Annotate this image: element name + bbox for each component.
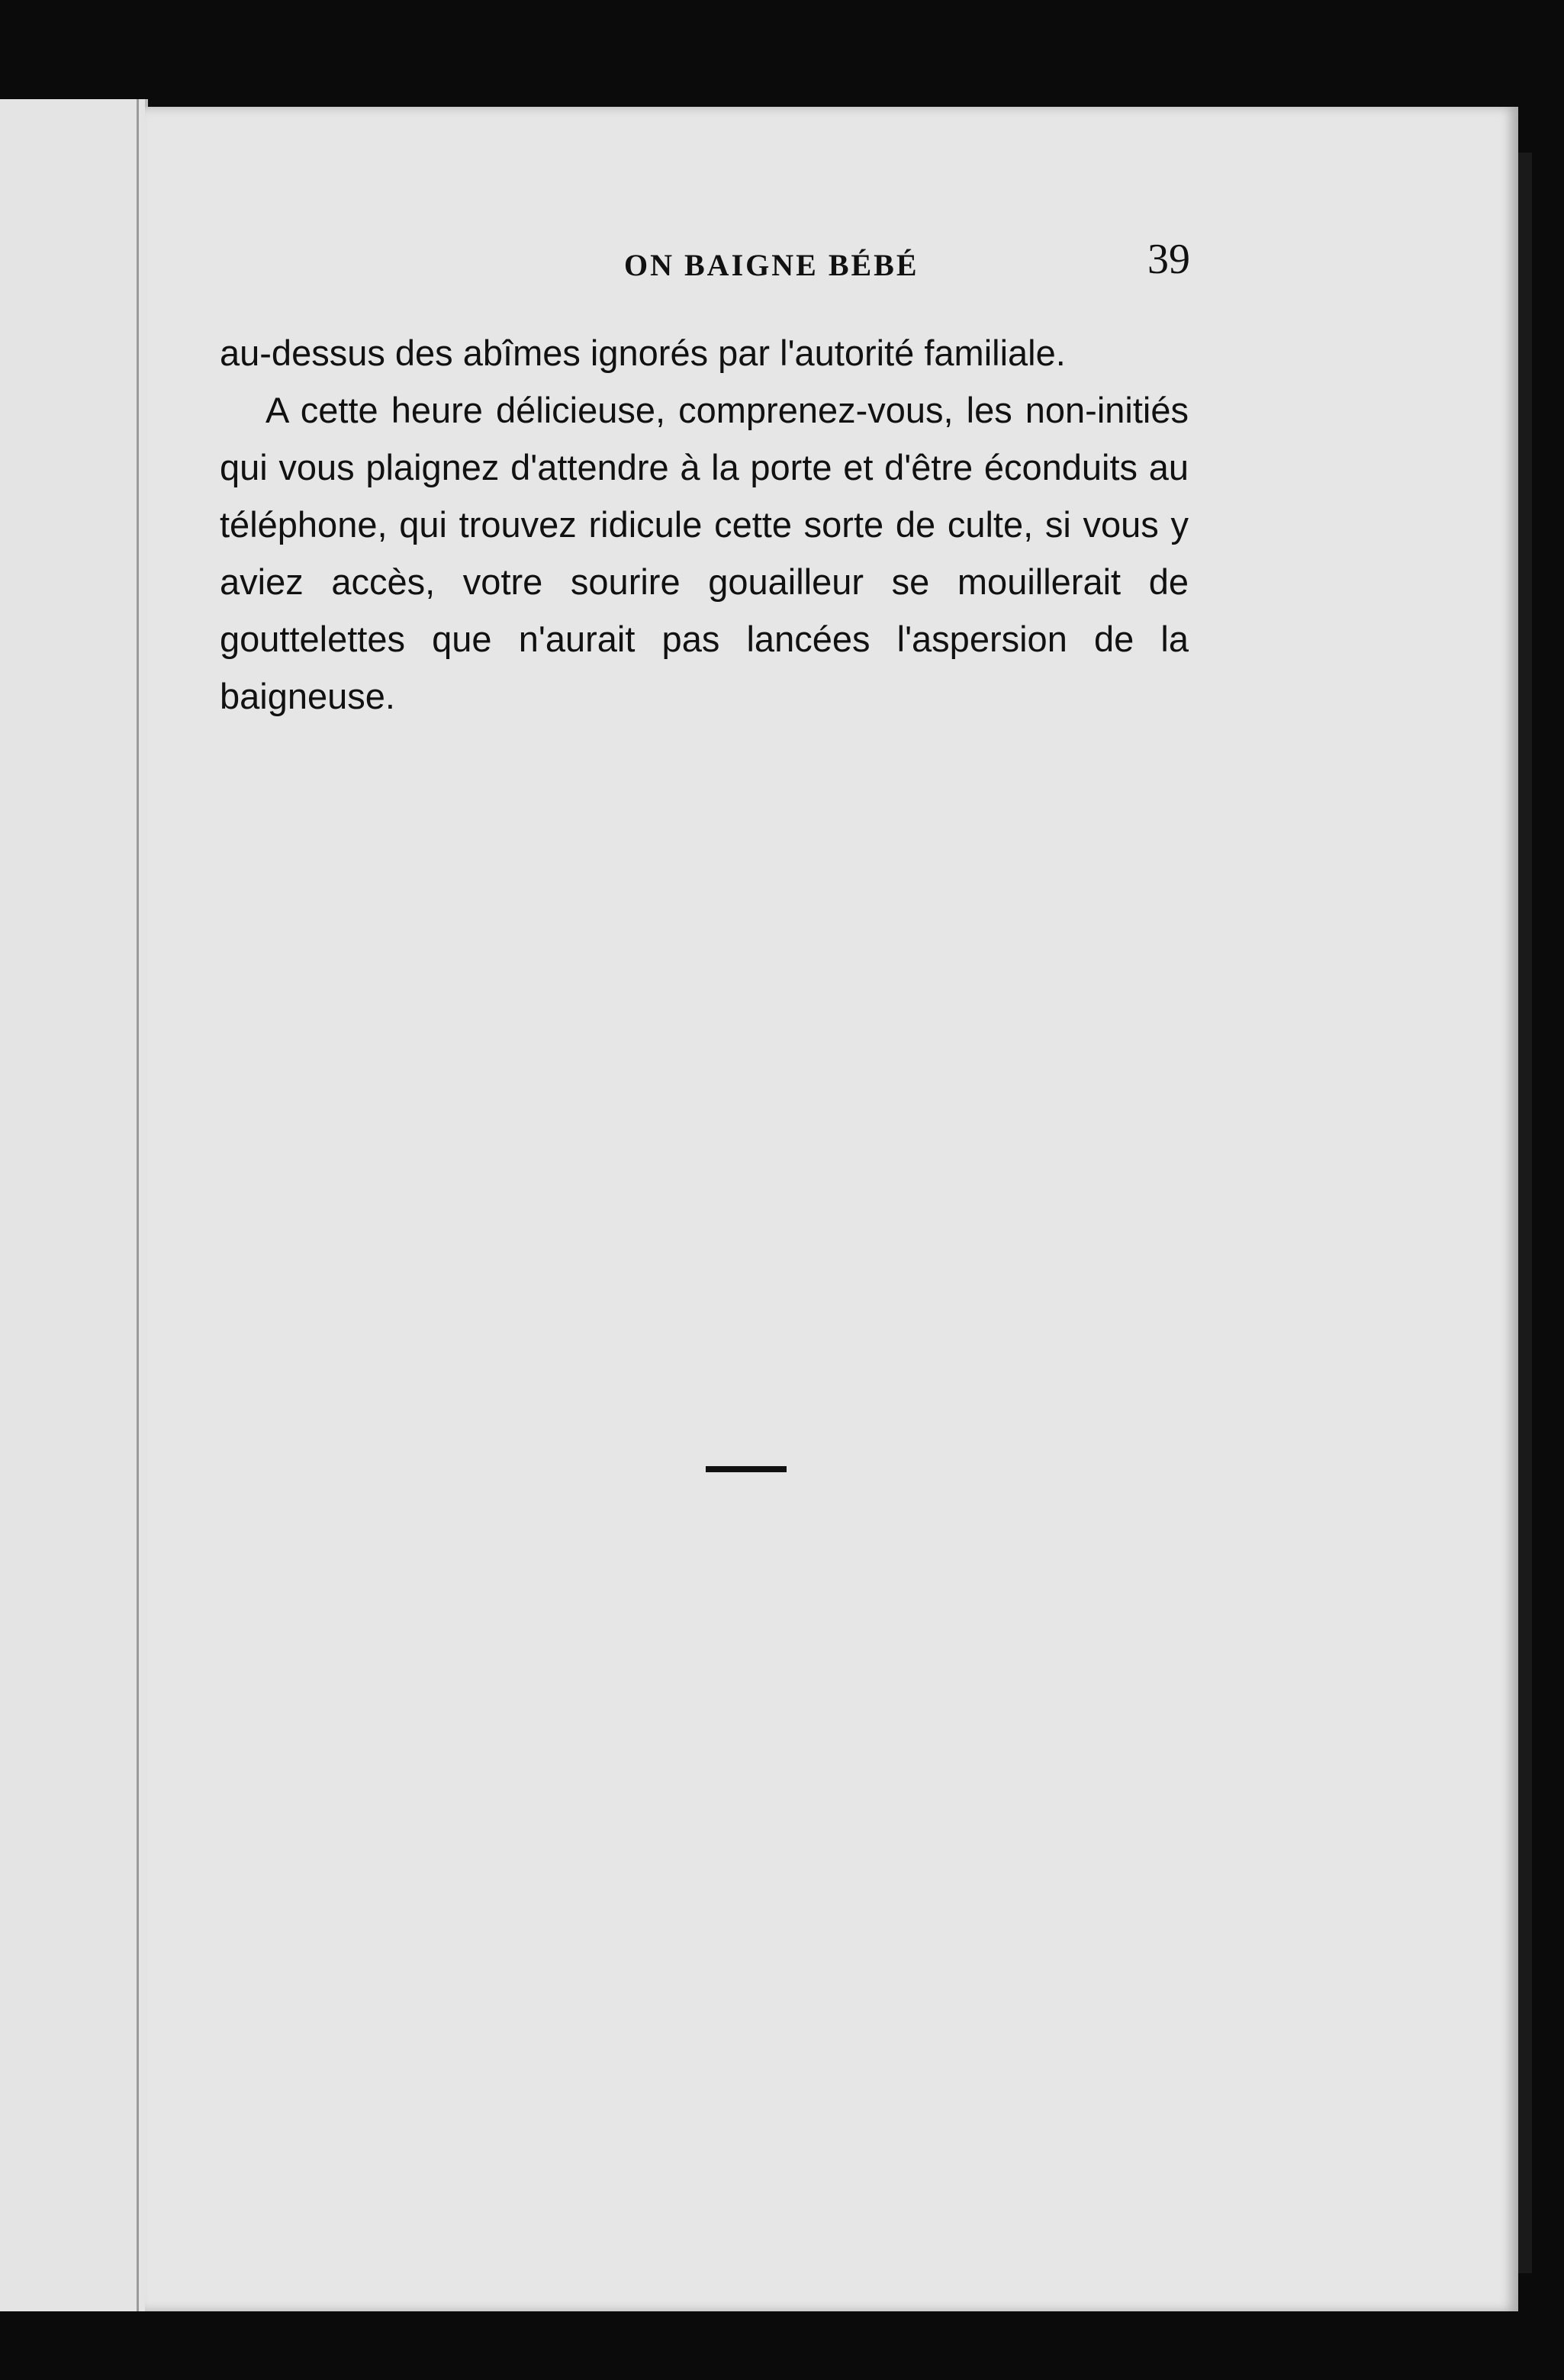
page-number: 39 [1147,236,1190,283]
running-title: ON BAIGNE BÉBÉ [624,248,919,282]
body-text [220,324,1189,725]
paragraph: A cette heure délicieuse, comprenez-vous, les non-initiés qui vous plaignez d'attendre à la porte et d'être éconduits au téléphone, qui trouvez ridicule cette sorte de culte, si vous y aviez accès, votre sourire gouailleur se mouillerait de gouttelettes que n'aurait pas lancées l'aspersion de la baigneuse. [220,390,1189,716]
running-head [221,230,1190,307]
end-of-chapter-rule [706,1466,787,1472]
paragraph-continuation: au-dessus des abîmes ignorés par l'autorité familiale. [220,333,1066,373]
facing-page-edge [0,99,148,2311]
